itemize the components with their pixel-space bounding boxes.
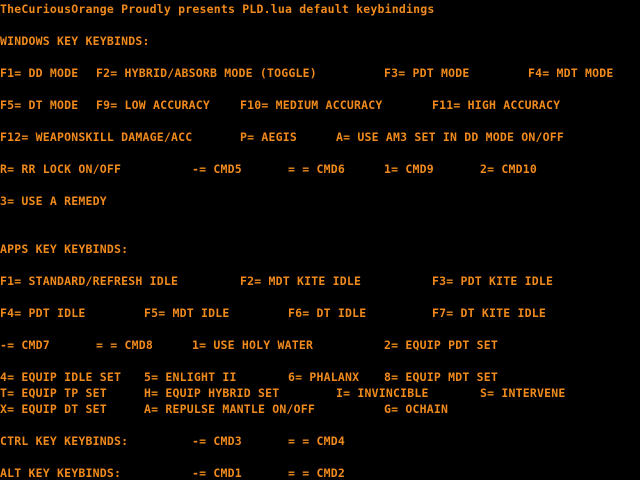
binding: F6= DT IDLE: [288, 306, 367, 320]
apps-header: APPS KEY KEYBINDS:: [0, 242, 129, 256]
binding: F11= HIGH ACCURACY: [432, 98, 561, 112]
binding: = = CMD8: [96, 338, 153, 352]
binding: F5= MDT IDLE: [144, 306, 230, 320]
ctrl-header: CTRL KEY KEYBINDS:: [0, 434, 129, 448]
binding: 6= PHALANX: [288, 370, 360, 384]
binding: 2= EQUIP PDT SET: [384, 338, 498, 352]
binding: X= EQUIP DT SET: [0, 402, 107, 416]
binding: = = CMD6: [288, 162, 345, 176]
binding: F3= PDT KITE IDLE: [432, 274, 554, 288]
binding: R= RR LOCK ON/OFF: [0, 162, 122, 176]
binding: 3= USE A REMEDY: [0, 194, 107, 208]
binding: 1= CMD9: [384, 162, 434, 176]
binding: F10= MEDIUM ACCURACY: [240, 98, 383, 112]
binding: F3= PDT MODE: [384, 66, 470, 80]
binding: 5= ENLIGHT II: [144, 370, 237, 384]
binding: 4= EQUIP IDLE SET: [0, 370, 122, 384]
windows-header: WINDOWS KEY KEYBINDS:: [0, 34, 150, 48]
binding: F1= DD MODE: [0, 66, 79, 80]
binding: F2= HYBRID/ABSORB MODE (TOGGLE): [96, 66, 317, 80]
binding: H= EQUIP HYBRID SET: [144, 386, 280, 400]
binding: = = CMD2: [288, 466, 345, 480]
binding: -= CMD5: [192, 162, 242, 176]
binding: S= INTERVENE: [480, 386, 566, 400]
binding: A= USE AM3 SET IN DD MODE ON/OFF: [336, 130, 564, 144]
binding: -= CMD1: [192, 466, 242, 480]
binding: F2= MDT KITE IDLE: [240, 274, 362, 288]
title-line: TheCuriousOrange Proudly presents PLD.lua default keybindings: [0, 2, 435, 16]
binding: 2= CMD10: [480, 162, 537, 176]
binding: F4= PDT IDLE: [0, 306, 86, 320]
binding: -= CMD7: [0, 338, 50, 352]
binding: 1= USE HOLY WATER: [192, 338, 314, 352]
binding: F12= WEAPONSKILL DAMAGE/ACC: [0, 130, 193, 144]
binding: F5= DT MODE: [0, 98, 79, 112]
binding: I= INVINCIBLE: [336, 386, 429, 400]
binding: F7= DT KITE IDLE: [432, 306, 546, 320]
binding: 8= EQUIP MDT SET: [384, 370, 498, 384]
binding: F4= MDT MODE: [528, 66, 614, 80]
binding: G= OCHAIN: [384, 402, 449, 416]
binding: F9= LOW ACCURACY: [96, 98, 210, 112]
binding: T= EQUIP TP SET: [0, 386, 107, 400]
binding: -= CMD3: [192, 434, 242, 448]
binding: P= AEGIS: [240, 130, 297, 144]
binding: A= REPULSE MANTLE ON/OFF: [144, 402, 315, 416]
alt-header: ALT KEY KEYBINDS:: [0, 466, 122, 480]
binding: F1= STANDARD/REFRESH IDLE: [0, 274, 179, 288]
binding: = = CMD4: [288, 434, 345, 448]
